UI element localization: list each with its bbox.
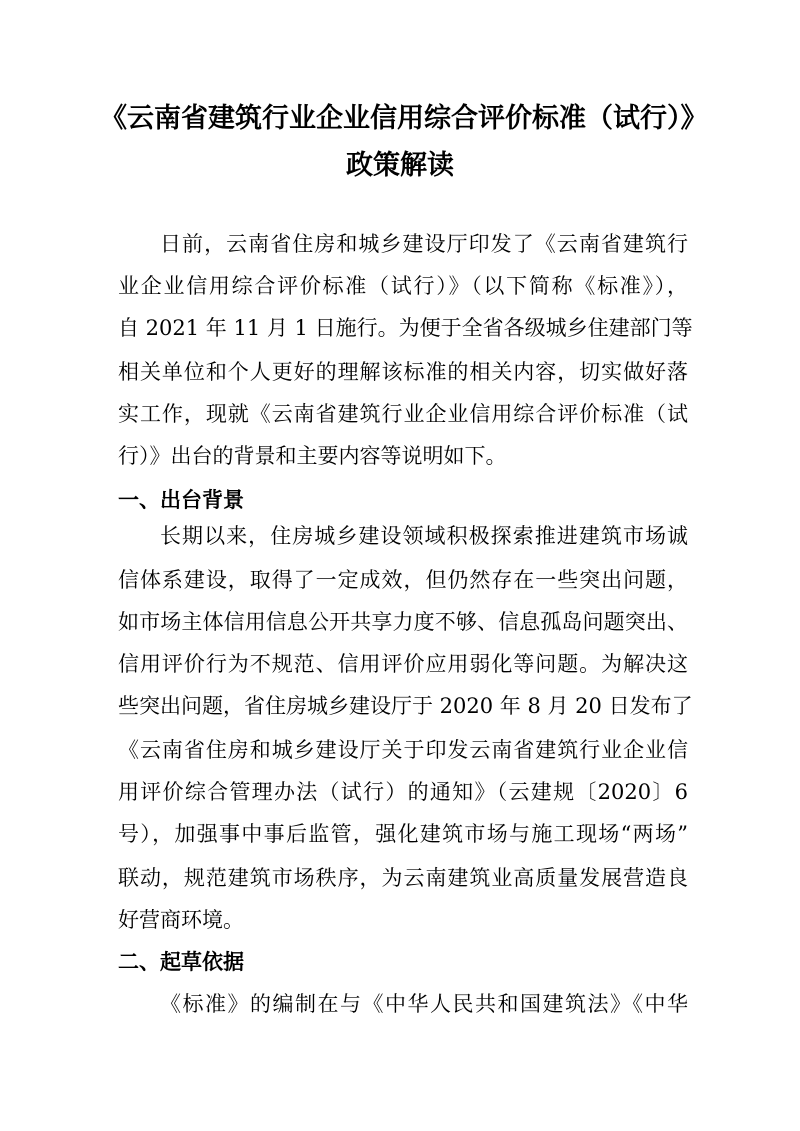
- section-2-line: 《标准》的编制在与《中华人民共和国建筑法》《中华: [160, 992, 688, 1016]
- section-1-line: 《云南省住房和城乡建设厅关于印发云南省建筑行业企业信: [118, 738, 688, 762]
- intro-line: 相关单位和个人更好的理解该标准的相关内容，切实做好落: [118, 360, 688, 384]
- section-1-line: 好营商环境。: [118, 908, 244, 932]
- section-heading-basis: 二、起草依据: [118, 950, 244, 974]
- intro-line: 日前，云南省住房和城乡建设厅印发了《云南省建筑行: [160, 232, 688, 256]
- document-title-line-1: 《云南省建筑行业企业信用综合评价标准（试行）》: [100, 103, 708, 134]
- section-heading-background: 一、出台背景: [118, 488, 244, 512]
- intro-line: 行）》出台的背景和主要内容等说明如下。: [118, 444, 507, 468]
- section-1-line: 些突出问题，省住房城乡建设厅于 2020 年 8 月 20 日发布了: [118, 694, 693, 718]
- document-title-line-2: 政策解读: [346, 150, 454, 181]
- intro-line: 自 2021 年 11 月 1 日施行。为便于全省各级城乡住建部门等: [118, 316, 693, 340]
- intro-line: 业企业信用综合评价标准（试行）》（以下简称《标准》），: [118, 274, 688, 298]
- intro-line: 实工作，现就《云南省建筑行业企业信用综合评价标准（试: [118, 402, 688, 426]
- section-1-line: 联动，规范建筑市场秩序，为云南建筑业高质量发展营造良: [118, 866, 688, 890]
- section-1-line: 用评价综合管理办法（试行）的通知》（云建规〔2020〕6: [118, 780, 688, 804]
- section-1-line: 如市场主体信用信息公开共享力度不够、信息孤岛问题突出、: [118, 610, 688, 634]
- section-1-line: 号），加强事中事后监管，强化建筑市场与施工现场“两场”: [118, 822, 688, 846]
- section-1-line: 长期以来，住房城乡建设领域积极探索推进建筑市场诚: [160, 524, 688, 548]
- section-1-line: 信体系建设，取得了一定成效，但仍然存在一些突出问题，: [118, 568, 688, 592]
- section-1-line: 信用评价行为不规范、信用评价应用弱化等问题。为解决这: [118, 652, 688, 676]
